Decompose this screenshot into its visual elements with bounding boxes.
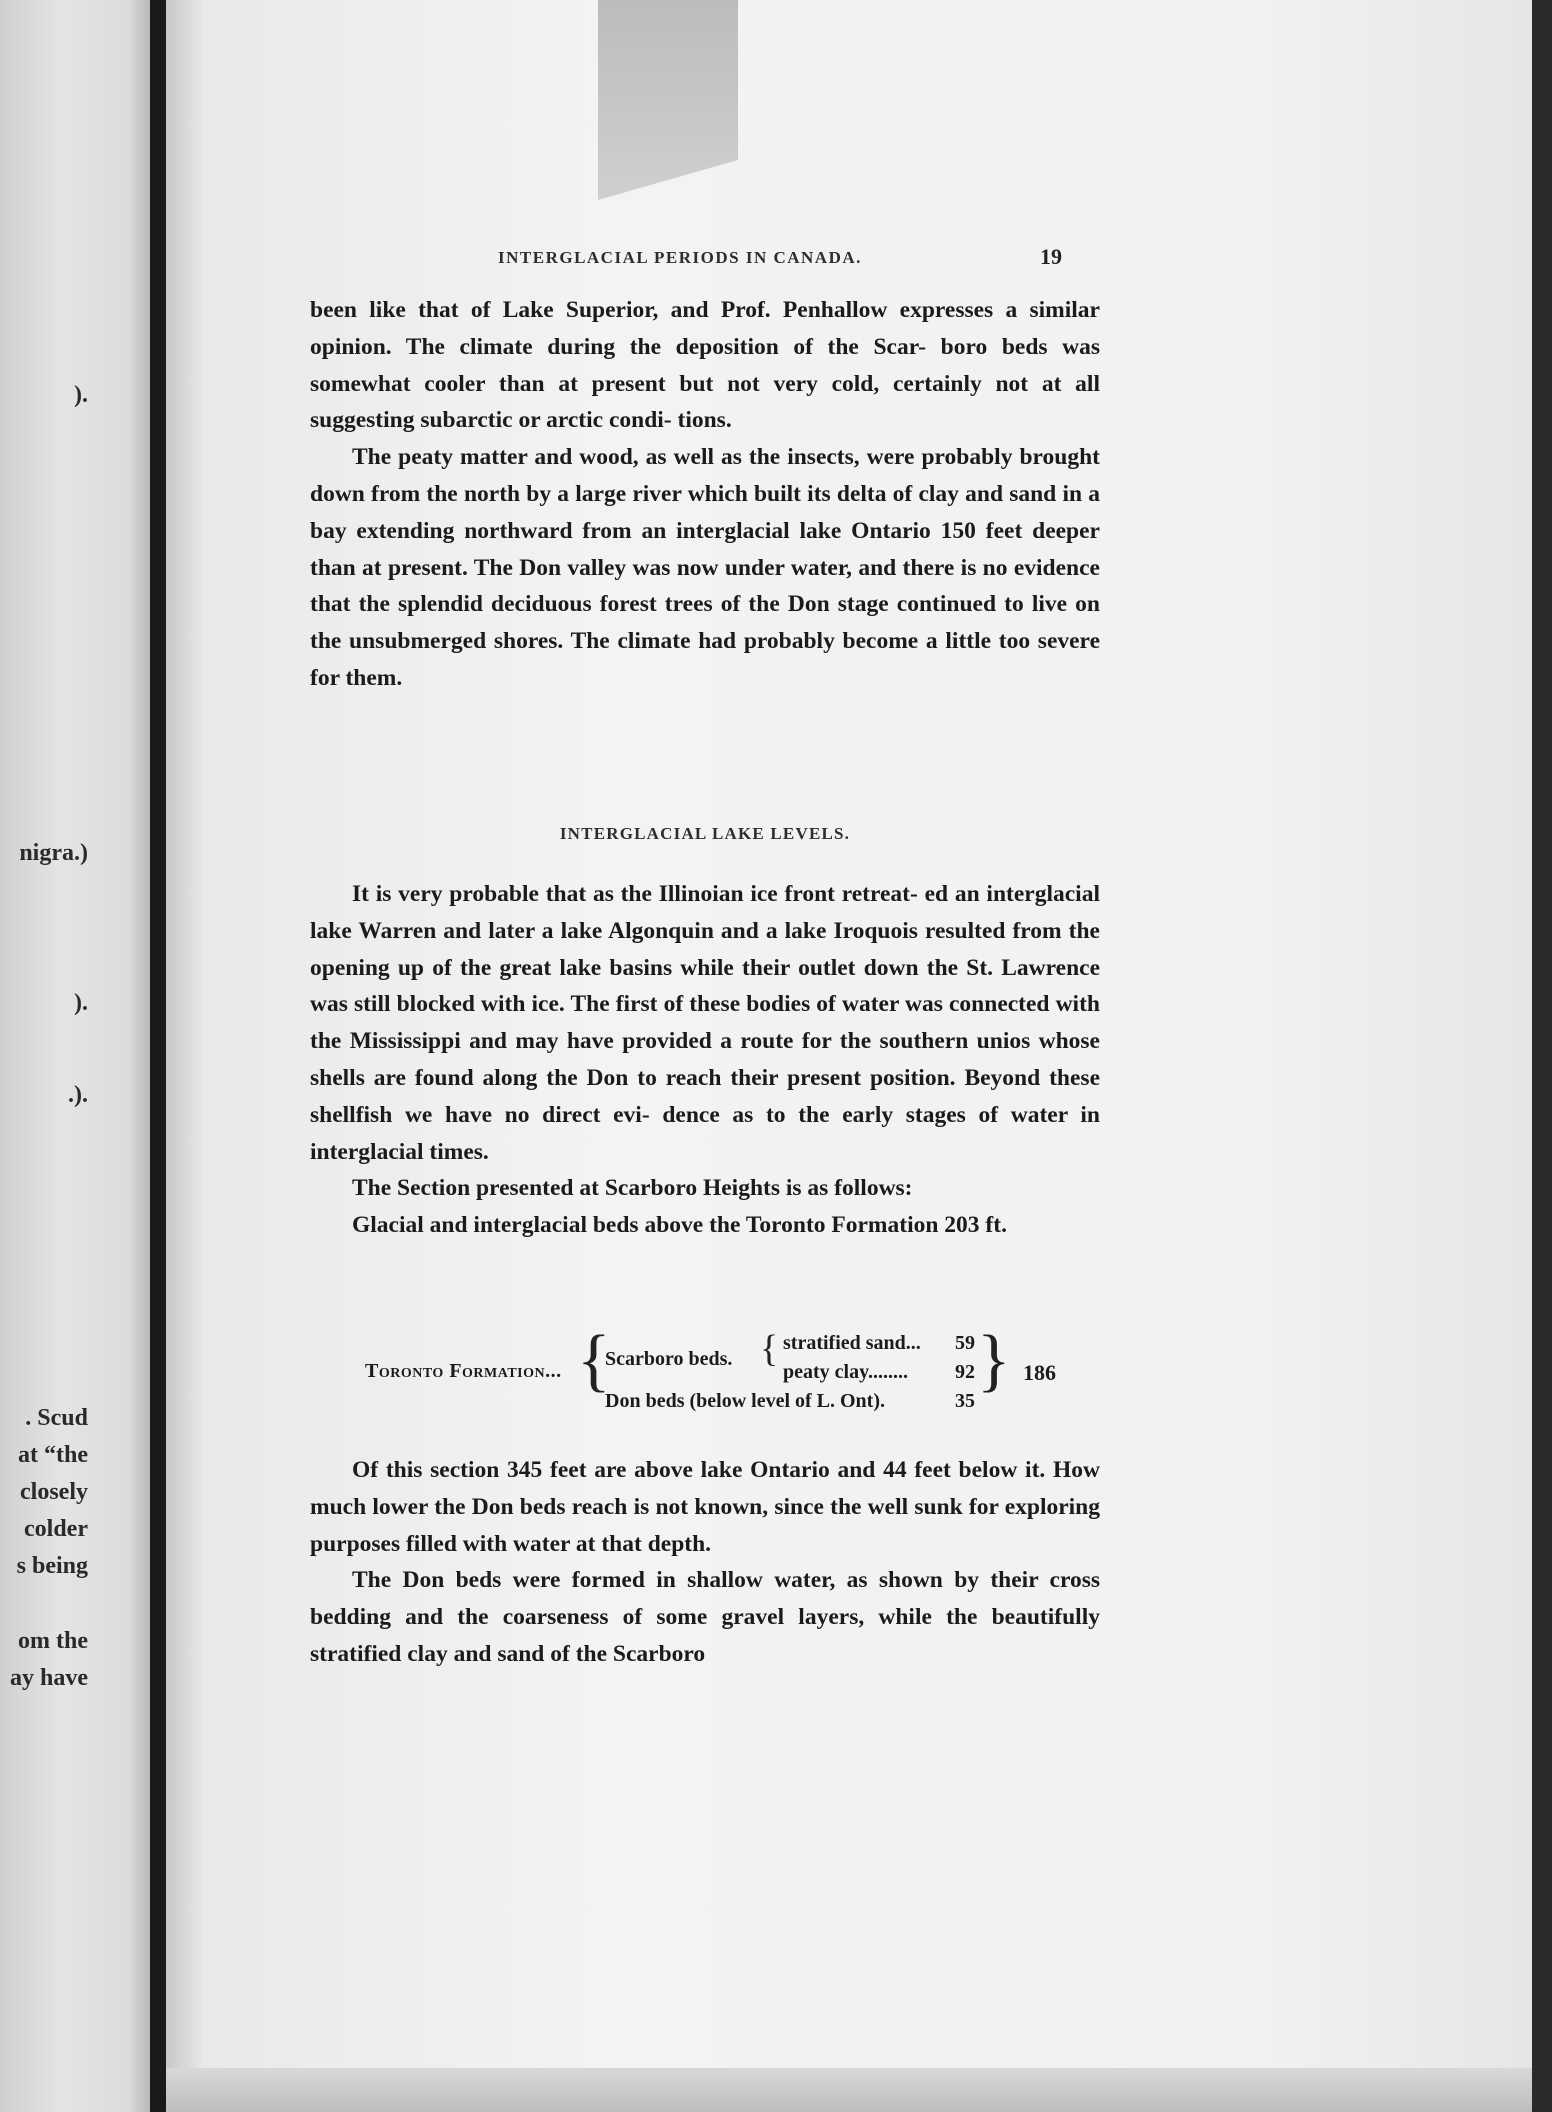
book-spine-shadow [150, 0, 166, 2112]
text-block-middle [310, 876, 1100, 1244]
section-table [355, 1322, 1115, 1420]
paragraph: Glacial and interglacial beds above the Toronto Formation 203 ft. [352, 1212, 1007, 1239]
left-page-fragment: nigra.) [19, 840, 88, 866]
paragraph: It is very probable that as the Illinoian ice front retreat- ed an interglacial lake Warren and later a lake Algonquin and a lake Iroquois resulted from the opening up of the great lake basins while their outlet down the St. Lawrence was still blocked with ice. The first of these bodies of water was connected with the Mississippi and may have provided a route for the southern unios whose shells are found along the Don to reach their present position. Beyond these shellfish we have no direct evi- dence as to the early stages of water in interglacial times. [310, 881, 1100, 1165]
row1-label: stratified sand... [783, 1332, 921, 1354]
left-page-fragment: . Scud [25, 1405, 88, 1431]
left-page-fragment: ). [74, 382, 88, 408]
paragraph: The Don beds were formed in shallow water, as shown by their cross bedding and the coarseness of some gravel layers, while the beautifully stratified clay and sand of the Scarboro [310, 1567, 1100, 1667]
paragraph: been like that of Lake Superior, and Prof. Penhallow expresses a similar opinion. The climate during the deposition of the Scar- boro beds was somewhat cooler than at present but not very cold, certainly not at all suggesting subarctic or arctic condi- tions. [310, 297, 1100, 434]
total-value: 186 [1023, 1360, 1056, 1385]
left-page-fragment: ). [74, 990, 88, 1016]
page-number: 19 [1040, 244, 1062, 269]
left-page-fragment: ay have [10, 1665, 88, 1691]
paragraph: Of this section 345 feet are above lake Ontario and 44 feet below it. How much lower the Don beds reach is not known, since the well sunk for exploring purposes filled with water at that depth. [310, 1457, 1100, 1557]
brace-right: } [977, 1322, 1011, 1399]
text-block-top [310, 292, 1100, 697]
left-page-fragment: s being [16, 1553, 88, 1579]
text-block-bottom [310, 1452, 1100, 1673]
page-bottom-edge [166, 2068, 1532, 2112]
page-right-edge [1532, 0, 1552, 2112]
row3-value: 35 [955, 1390, 975, 1412]
left-page-fragment: om the [18, 1628, 88, 1654]
left-page-fragment: colder [24, 1516, 88, 1542]
paragraph: The Section presented at Scarboro Heights is as follows: [352, 1175, 913, 1202]
gutter [166, 0, 202, 2112]
left-page-strip [0, 0, 150, 2112]
left-page-fragment: .). [68, 1082, 88, 1108]
section-heading: INTERGLACIAL LAKE LEVELS. [559, 824, 851, 843]
brace-inner: { [760, 1328, 779, 1370]
paragraph: The peaty matter and wood, as well as the insects, were probably brought down from the north by a large river which built its delta of clay and sand in a bay extending northward from an interglacial lake Ontario 150 feet deeper than at present. The Don valley was now under water, and there is no evidence that the splendid deciduous forest trees of the Don stage continued to live on the unsubmerged shores. The climate had probably become a little too severe for them. [310, 444, 1100, 691]
row1-value: 59 [955, 1332, 975, 1354]
running-header: INTERGLACIAL PERIODS IN CANADA. [498, 248, 862, 267]
scarboro-label: Scarboro beds. [605, 1348, 733, 1370]
brace-left: { [577, 1322, 611, 1399]
row3-label: Don beds (below level of L. Ont). [605, 1390, 885, 1412]
row2-label: peaty clay........ [783, 1361, 908, 1383]
left-page-fragment: at “the [18, 1442, 88, 1468]
row2-value: 92 [955, 1361, 975, 1383]
bookmark-tab [598, 0, 738, 200]
formation-label: Toronto Formation... [365, 1360, 562, 1382]
left-page-fragment: closely [20, 1479, 88, 1505]
